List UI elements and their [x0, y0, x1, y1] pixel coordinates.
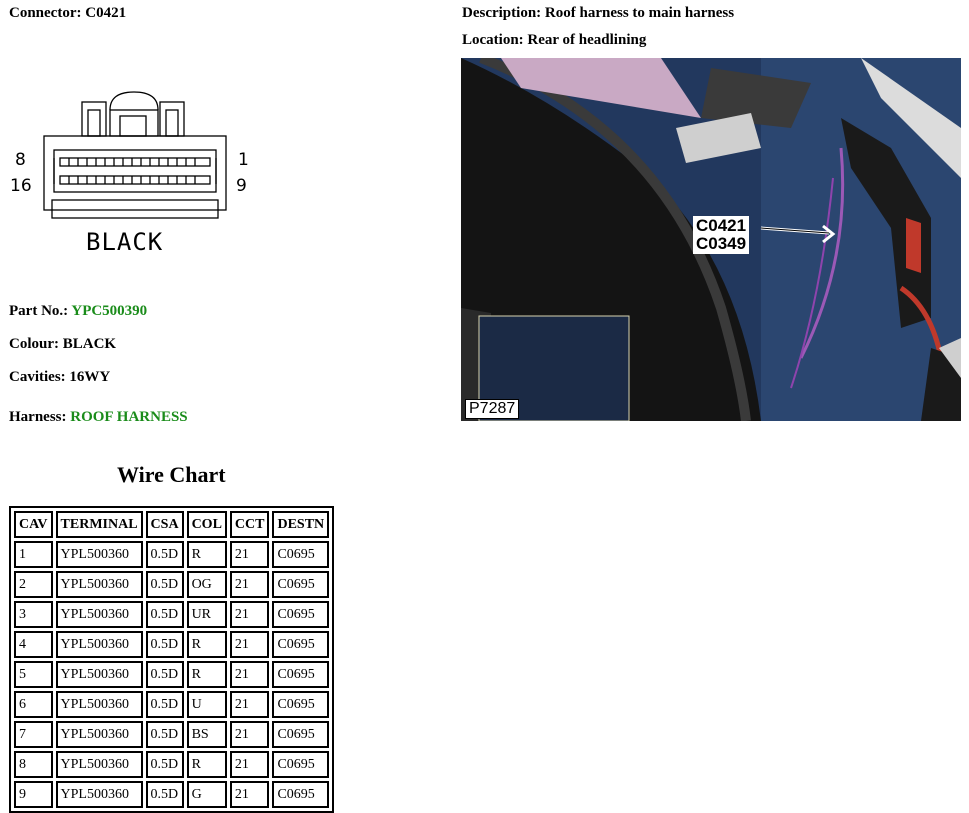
cell-col: R [187, 661, 227, 688]
part-number [9, 303, 147, 320]
table-row [14, 781, 329, 808]
wire-chart-title: Wire Chart [117, 462, 226, 487]
callout-c0349: C0349 [696, 234, 747, 253]
cell-cct: 21 [230, 601, 270, 628]
cell-csa: 0.5D [146, 661, 184, 688]
connector-diagram [8, 88, 258, 268]
cell-destn: C0695 [272, 661, 329, 688]
cell-terminal: YPL500360 [56, 661, 143, 688]
cell-terminal: YPL500360 [56, 571, 143, 598]
column-header-cct: CCT [230, 511, 270, 538]
cavities [9, 369, 110, 386]
cell-terminal: YPL500360 [56, 631, 143, 658]
table-row [14, 691, 329, 718]
connector-color-label: BLACK [86, 228, 164, 256]
cell-col: R [187, 631, 227, 658]
cell-csa: 0.5D [146, 541, 184, 568]
pin-label-1: 1 [238, 150, 249, 170]
cell-cav: 9 [14, 781, 53, 808]
cell-terminal: YPL500360 [56, 721, 143, 748]
table-row [14, 751, 329, 778]
cell-col: U [187, 691, 227, 718]
cell-cct: 21 [230, 691, 270, 718]
part-value-link[interactable]: YPC500390 [71, 303, 148, 319]
cell-csa: 0.5D [146, 721, 184, 748]
cell-cct: 21 [230, 571, 270, 598]
cell-csa: 0.5D [146, 751, 184, 778]
column-header-destn: DESTN [272, 511, 329, 538]
colour-label: Colour: [9, 336, 59, 352]
cell-destn: C0695 [272, 691, 329, 718]
cell-destn: C0695 [272, 781, 329, 808]
cell-cct: 21 [230, 721, 270, 748]
cavities-value: 16WY [69, 369, 111, 385]
cell-csa: 0.5D [146, 691, 184, 718]
cell-csa: 0.5D [146, 631, 184, 658]
colour-value: BLACK [62, 336, 117, 352]
column-header-terminal: TERMINAL [56, 511, 143, 538]
cell-destn: C0695 [272, 601, 329, 628]
column-header-csa: CSA [146, 511, 184, 538]
cell-terminal: YPL500360 [56, 541, 143, 568]
wire-chart-table [9, 506, 334, 813]
cell-csa: 0.5D [146, 571, 184, 598]
location-heading [462, 32, 646, 49]
cell-cct: 21 [230, 661, 270, 688]
location-photo [461, 58, 961, 421]
connector-callout [693, 216, 749, 254]
cell-csa: 0.5D [146, 781, 184, 808]
description-value: Roof harness to main harness [544, 5, 735, 21]
cell-destn: C0695 [272, 631, 329, 658]
column-header-cav: CAV [14, 511, 53, 538]
colour [9, 336, 116, 353]
pin-label-9: 9 [236, 176, 247, 196]
cell-destn: C0695 [272, 571, 329, 598]
cell-cav: 7 [14, 721, 53, 748]
cell-col: R [187, 541, 227, 568]
harness [9, 409, 188, 426]
table-row [14, 601, 329, 628]
pin-label-16: 16 [10, 176, 32, 196]
table-row [14, 571, 329, 598]
connector-face-drawing [8, 88, 258, 228]
cell-col: R [187, 751, 227, 778]
table-row [14, 661, 329, 688]
cell-csa: 0.5D [146, 601, 184, 628]
harness-label: Harness: [9, 409, 67, 425]
cell-terminal: YPL500360 [56, 691, 143, 718]
table-header-row [14, 511, 329, 538]
location-value: Rear of headlining [527, 32, 647, 48]
location-label: Location: [462, 32, 524, 48]
cell-cav: 6 [14, 691, 53, 718]
description-heading [462, 5, 734, 22]
cell-cav: 8 [14, 751, 53, 778]
cell-cct: 21 [230, 781, 270, 808]
cell-cav: 5 [14, 661, 53, 688]
cell-cav: 4 [14, 631, 53, 658]
cell-col: G [187, 781, 227, 808]
cell-terminal: YPL500360 [56, 751, 143, 778]
cell-cct: 21 [230, 751, 270, 778]
cell-col: BS [187, 721, 227, 748]
cell-cav: 2 [14, 571, 53, 598]
connector-value: C0421 [85, 5, 127, 21]
connector-heading [9, 5, 126, 22]
table-row [14, 721, 329, 748]
cell-cct: 21 [230, 631, 270, 658]
cell-destn: C0695 [272, 751, 329, 778]
column-header-col: COL [187, 511, 227, 538]
part-label: Part No.: [9, 303, 69, 319]
cell-col: UR [187, 601, 227, 628]
harness-value-link[interactable]: ROOF HARNESS [70, 409, 188, 425]
cell-cav: 1 [14, 541, 53, 568]
callout-c0421: C0421 [696, 216, 747, 235]
table-row [14, 541, 329, 568]
cell-destn: C0695 [272, 721, 329, 748]
cell-col: OG [187, 571, 227, 598]
table-row [14, 631, 329, 658]
cell-cct: 21 [230, 541, 270, 568]
pin-label-8: 8 [15, 150, 26, 170]
cell-terminal: YPL500360 [56, 781, 143, 808]
image-reference-tag: P7287 [465, 399, 519, 419]
connector-label: Connector: [9, 5, 82, 21]
cell-terminal: YPL500360 [56, 601, 143, 628]
description-label: Description: [462, 5, 542, 21]
cavities-label: Cavities: [9, 369, 66, 385]
cell-destn: C0695 [272, 541, 329, 568]
cell-cav: 3 [14, 601, 53, 628]
